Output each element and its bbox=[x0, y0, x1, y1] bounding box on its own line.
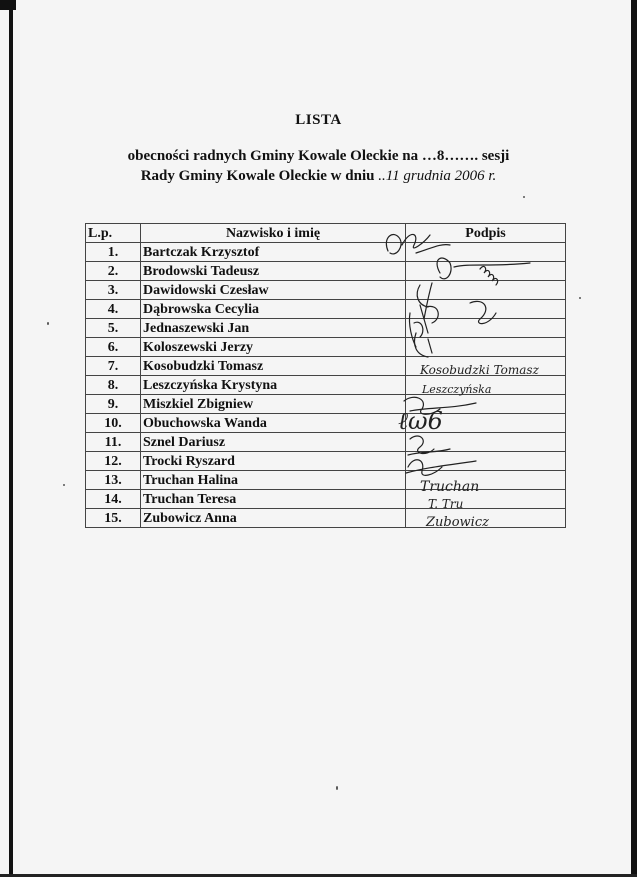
row-signature-cell bbox=[406, 433, 566, 452]
row-number: 13. bbox=[86, 471, 141, 490]
scan-border-right bbox=[631, 0, 637, 877]
scan-speck bbox=[63, 484, 65, 486]
date-line-text: Rady Gminy Kowale Oleckie w dniu bbox=[140, 168, 379, 184]
row-number: 9. bbox=[86, 395, 141, 414]
table-row bbox=[86, 433, 566, 452]
header-name: Nazwisko i imię bbox=[141, 224, 406, 243]
table-row bbox=[86, 300, 566, 319]
attendance-table bbox=[85, 223, 566, 528]
scan-border-top-left bbox=[0, 0, 16, 10]
row-signature-cell bbox=[406, 281, 566, 300]
scan-speck bbox=[579, 297, 581, 299]
signature-8: Leszczyńska bbox=[422, 383, 492, 396]
signature-7: Kosobudzki Tomasz bbox=[420, 363, 539, 377]
table-row bbox=[86, 452, 566, 471]
row-signature-cell bbox=[406, 471, 566, 490]
row-name: Koloszewski Jerzy bbox=[141, 338, 406, 357]
row-name: Leszczyńska Krystyna bbox=[141, 376, 406, 395]
header-signature: Podpis bbox=[406, 224, 566, 243]
row-number: 3. bbox=[86, 281, 141, 300]
signature-10-mark: ℓω6 bbox=[398, 407, 443, 435]
document-title: LISTA bbox=[295, 112, 342, 128]
scan-speck bbox=[336, 786, 338, 790]
table-row bbox=[86, 471, 566, 490]
table-row bbox=[86, 395, 566, 414]
session-line bbox=[0, 148, 637, 165]
scan-speck bbox=[47, 322, 49, 325]
row-number: 1. bbox=[86, 243, 141, 262]
row-signature-cell bbox=[406, 490, 566, 509]
scan-speck bbox=[523, 196, 525, 198]
row-name: Truchan Teresa bbox=[141, 490, 406, 509]
row-number: 8. bbox=[86, 376, 141, 395]
row-name: Dawidowski Czesław bbox=[141, 281, 406, 300]
row-number: 12. bbox=[86, 452, 141, 471]
row-number: 6. bbox=[86, 338, 141, 357]
row-number: 7. bbox=[86, 357, 141, 376]
row-number: 15. bbox=[86, 509, 141, 528]
table-row bbox=[86, 243, 566, 262]
row-signature-cell bbox=[406, 395, 566, 414]
table-row bbox=[86, 357, 566, 376]
row-signature-cell bbox=[406, 376, 566, 395]
row-signature-cell bbox=[406, 300, 566, 319]
row-signature-cell bbox=[406, 509, 566, 528]
row-signature-cell bbox=[406, 357, 566, 376]
row-name: Bartczak Krzysztof bbox=[141, 243, 406, 262]
table-header-row bbox=[86, 224, 566, 243]
signature-13: Truchan bbox=[420, 479, 480, 495]
table-row bbox=[86, 281, 566, 300]
row-signature-cell bbox=[406, 338, 566, 357]
row-name: Truchan Halina bbox=[141, 471, 406, 490]
signature-15: Zubowicz bbox=[426, 515, 489, 530]
date-fill: ..11 grudnia 2006 r. bbox=[378, 168, 497, 184]
row-name: Zubowicz Anna bbox=[141, 509, 406, 528]
row-signature-cell bbox=[406, 414, 566, 433]
row-name: Jednaszewski Jan bbox=[141, 319, 406, 338]
table-row bbox=[86, 319, 566, 338]
signature-14: T. Tru bbox=[428, 497, 464, 511]
row-signature-cell bbox=[406, 452, 566, 471]
row-number: 14. bbox=[86, 490, 141, 509]
session-number-fill: …8……. bbox=[421, 148, 479, 164]
session-line-tail: sesji bbox=[478, 148, 510, 164]
table-row bbox=[86, 414, 566, 433]
scan-border-left bbox=[9, 10, 13, 877]
row-name: Miszkiel Zbigniew bbox=[141, 395, 406, 414]
row-number: 4. bbox=[86, 300, 141, 319]
row-number: 2. bbox=[86, 262, 141, 281]
row-number: 11. bbox=[86, 433, 141, 452]
session-line-text: obecności radnych Gminy Kowale Oleckie na bbox=[127, 148, 422, 164]
table-row bbox=[86, 490, 566, 509]
row-name: Trocki Ryszard bbox=[141, 452, 406, 471]
header-lp: L.p. bbox=[86, 224, 141, 243]
table-row bbox=[86, 262, 566, 281]
row-name: Brodowski Tadeusz bbox=[141, 262, 406, 281]
row-name: Obuchowska Wanda bbox=[141, 414, 406, 433]
row-number: 5. bbox=[86, 319, 141, 338]
table-row bbox=[86, 376, 566, 395]
row-number: 10. bbox=[86, 414, 141, 433]
row-name: Kosobudzki Tomasz bbox=[141, 357, 406, 376]
table-row bbox=[86, 509, 566, 528]
table-row bbox=[86, 338, 566, 357]
row-name: Dąbrowska Cecylia bbox=[141, 300, 406, 319]
row-signature-cell bbox=[406, 262, 566, 281]
row-signature-cell bbox=[406, 243, 566, 262]
row-signature-cell bbox=[406, 319, 566, 338]
row-name: Sznel Dariusz bbox=[141, 433, 406, 452]
date-line bbox=[0, 168, 637, 185]
